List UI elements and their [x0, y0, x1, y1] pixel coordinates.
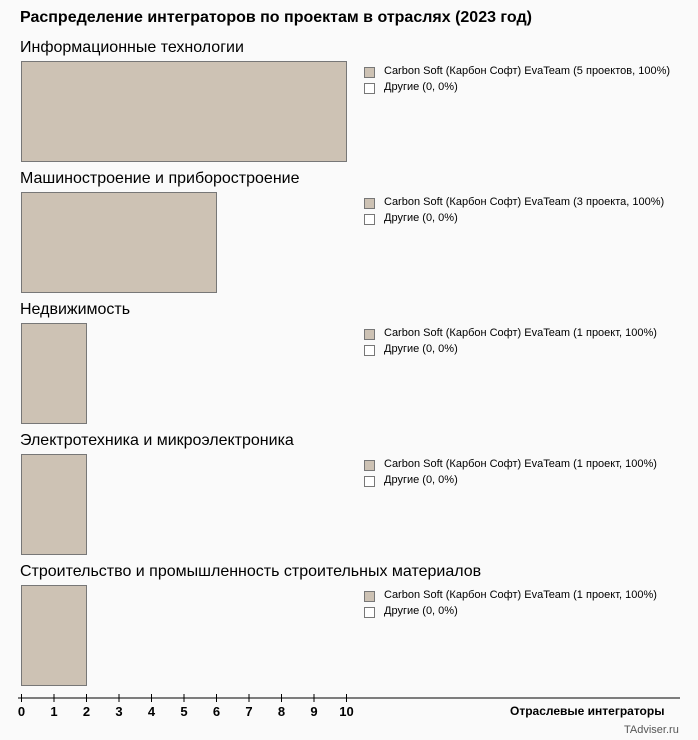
watermark: TAdviser.ru	[624, 724, 679, 736]
legend-label: Другие (0, 0%)	[384, 212, 458, 224]
x-tick-label: 8	[277, 704, 286, 719]
panel-title: Электротехника и микроэлектроника	[20, 432, 294, 449]
panel-title: Информационные технологии	[20, 39, 244, 56]
legend-label: Другие (0, 0%)	[384, 343, 458, 355]
panel-title: Машиностроение и приборостроение	[20, 170, 300, 187]
x-tick-label: 7	[245, 704, 253, 719]
legend-label: Carbon Soft (Карбон Софт) EvaTeam (5 проектов, 100%)	[384, 65, 671, 77]
panel-title: Недвижимость	[20, 301, 131, 318]
legend-label: Другие (0, 0%)	[384, 605, 458, 617]
bar	[22, 62, 347, 162]
x-axis-label: Отраслевые интеграторы	[510, 704, 665, 718]
x-tick-label: 10	[339, 704, 354, 719]
x-tick-label: 4	[147, 704, 156, 719]
x-tick-label: 2	[82, 704, 91, 719]
chart-title: Распределение интеграторов по проектам в отраслях (2023 год)	[20, 9, 532, 26]
panel-title: Строительство и промышленность строительных материалов	[20, 563, 482, 580]
x-tick-label: 0	[17, 704, 26, 719]
legend-label: Другие (0, 0%)	[384, 81, 458, 93]
x-tick-label: 3	[115, 704, 123, 719]
legend-label: Carbon Soft (Карбон Софт) EvaTeam (3 проекта, 100%)	[384, 196, 665, 208]
x-tick-label: 6	[212, 704, 221, 719]
legend-label: Carbon Soft (Карбон Софт) EvaTeam (1 проект, 100%)	[384, 589, 657, 601]
x-tick-label: 9	[310, 704, 318, 719]
bar	[22, 455, 87, 555]
bar	[22, 193, 217, 293]
bar	[22, 324, 87, 424]
bar	[22, 586, 87, 686]
x-tick-label: 5	[180, 704, 188, 719]
legend-label: Другие (0, 0%)	[384, 474, 458, 486]
legend-label: Carbon Soft (Карбон Софт) EvaTeam (1 проект, 100%)	[384, 458, 657, 470]
legend-label: Carbon Soft (Карбон Софт) EvaTeam (1 проект, 100%)	[384, 327, 657, 339]
x-tick-label: 1	[50, 704, 58, 719]
